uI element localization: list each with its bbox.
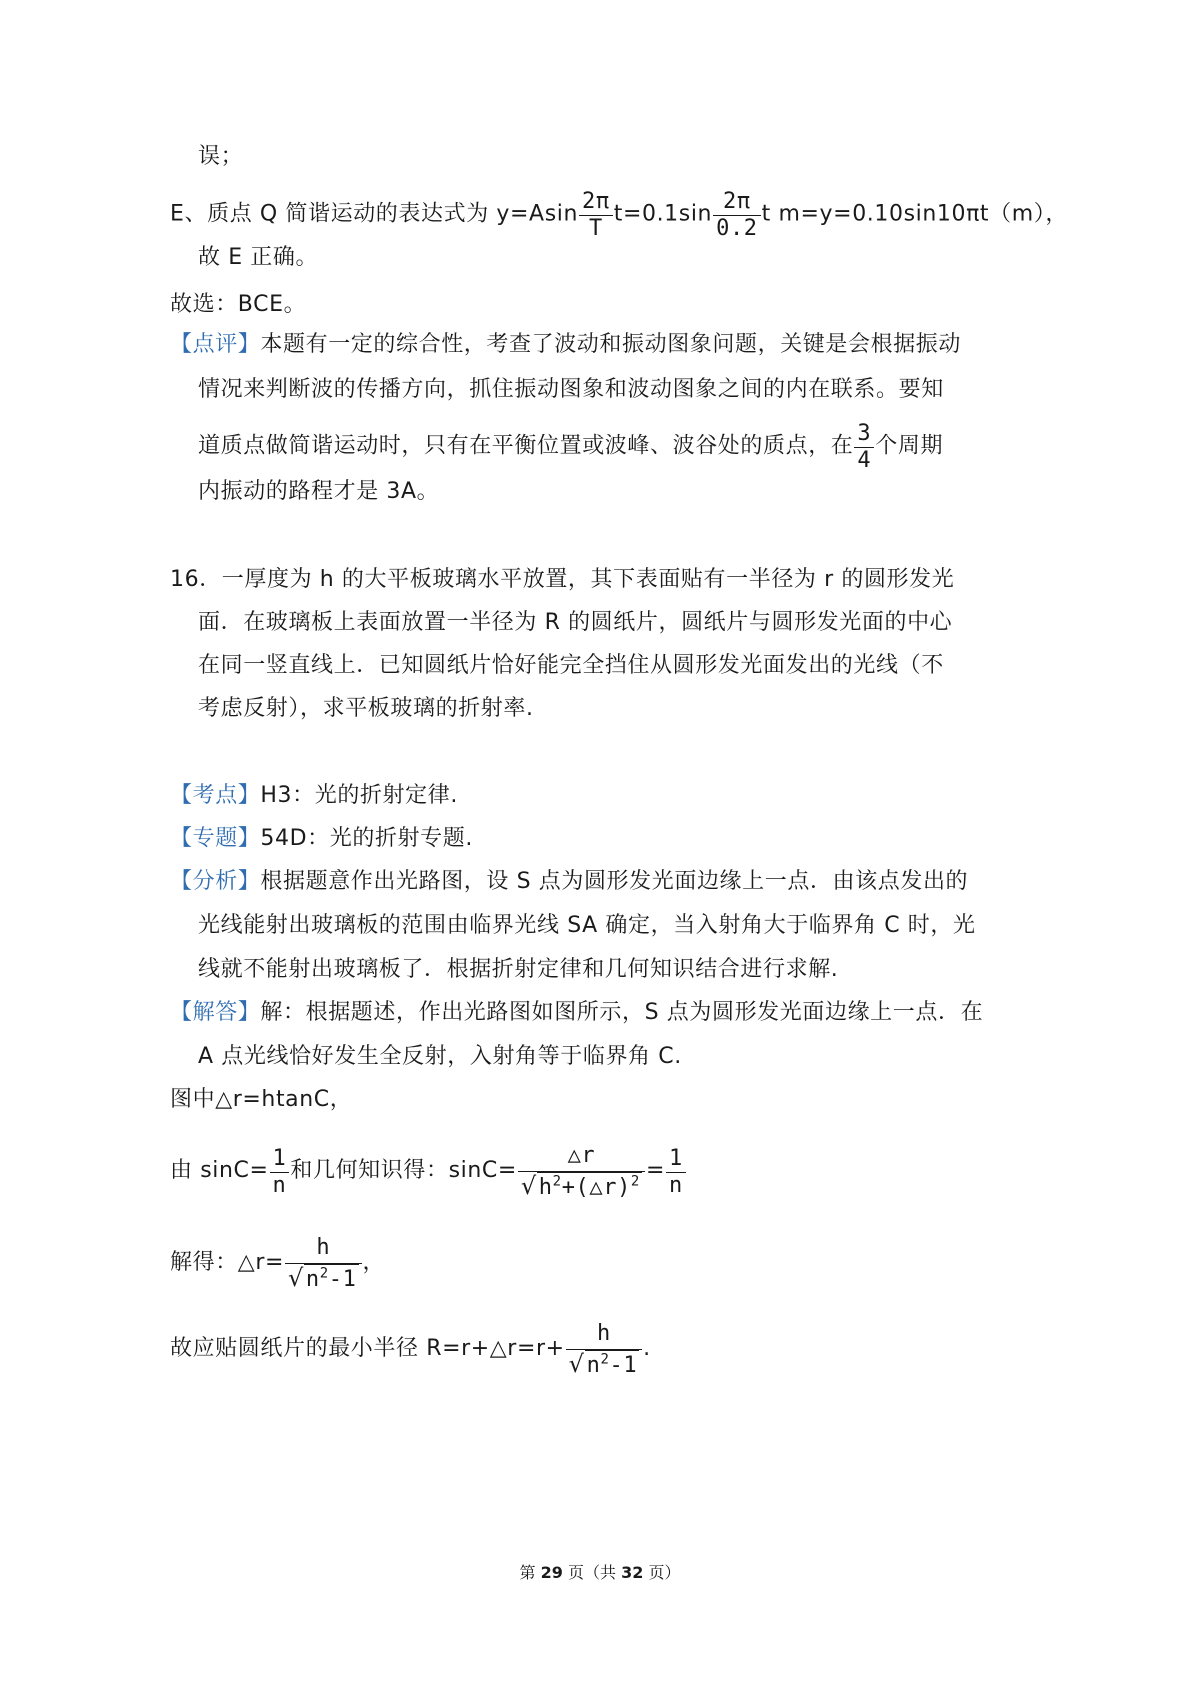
text-line: 在同一竖直线上．已知圆纸片恰好能完全挡住从圆形发光面发出的光线（不 (198, 653, 944, 678)
section-tag-dianping: 【点评】 (170, 332, 261, 357)
fraction-2pi-over-0.2 (713, 189, 761, 242)
exponent: 2 (319, 1265, 329, 1282)
section-tag-fenxi: 【分析】 (170, 869, 261, 894)
delta-r-result-line (170, 1232, 385, 1294)
fraction-numerator: △r (518, 1141, 645, 1172)
fraction-denominator: 4 (857, 448, 872, 473)
text-span: 和几何知识得：sinC= (290, 1158, 517, 1183)
text-line: A 点光线恰好发生全反射，入射角等于临界角 C. (198, 1044, 682, 1069)
text-line: 线就不能射出玻璃板了．根据折射定律和几何知识结合进行求解. (198, 957, 839, 982)
text-span: 由 sinC= (170, 1158, 269, 1183)
option-e-formula-line (170, 188, 1068, 241)
text-line: 光线能射出玻璃板的范围由临界光线 SA 确定，当入射角大于临界角 C 时，光 (198, 913, 976, 938)
text-line: 考虑反射），求平板玻璃的折射率. (198, 696, 534, 721)
radicand-n: n (586, 1353, 601, 1378)
exponent: 2 (630, 1173, 640, 1190)
fraction-1-over-n (666, 1146, 686, 1199)
text-span: 本题有一定的综合性，考查了波动和振动图象问题，关键是会根据振动 (260, 332, 962, 357)
fraction-numerator: 2π (579, 189, 613, 216)
fraction-denominator: n (272, 1172, 287, 1198)
comment-fraction-line (198, 420, 943, 473)
radicand-minus-one: -1 (328, 1267, 357, 1292)
text-line: 情况来判断波的传播方向，抓住振动图象和波动图象之间的内在联系。要知 (198, 377, 944, 402)
fraction-numerator: h (285, 1233, 362, 1264)
text-line: 误； (198, 144, 244, 169)
fenxi-line (170, 867, 968, 897)
text-span: 个周期 (875, 433, 944, 459)
comment-line (170, 330, 961, 360)
sqrt-radicand (304, 1264, 359, 1295)
text-line: 故 E 正确。 (198, 245, 319, 270)
text-span: H3：光的折射定律. (260, 783, 458, 808)
sqrt-radicand (585, 1350, 640, 1381)
page-footer (0, 1560, 1200, 1583)
fraction-denominator (285, 1264, 362, 1295)
fraction-denominator: n (669, 1172, 683, 1198)
fraction-h-over-sqrt (566, 1319, 643, 1381)
text-line: 故选：BCE。 (170, 292, 307, 317)
footer-text: 第 (519, 1563, 541, 1582)
text-line: 内振动的路程才是 3A。 (198, 479, 440, 504)
fraction-3-over-4 (854, 421, 874, 474)
fraction-numerator: 3 (854, 421, 874, 448)
footer-text: 页（共 (562, 1563, 622, 1582)
text-span: E、质点 Q 简谐运动的表达式为 y=Asin (170, 201, 579, 227)
fraction-numerator: 2π (713, 189, 761, 216)
radius-result-line (170, 1318, 651, 1380)
exponent: 2 (600, 1351, 610, 1368)
text-span: 解：根据题述，作出光路图如图所示，S 点为圆形发光面边缘上一点．在 (260, 1000, 984, 1025)
text-span: t m=y=0.10sin10πt（m）， (761, 201, 1068, 227)
jieda-line (170, 998, 983, 1028)
section-tag-jieda: 【解答】 (170, 1000, 261, 1025)
text-span: 道质点做简谐运动时，只有在平衡位置或波峰、波谷处的质点，在 (198, 433, 854, 459)
radicand-minus-one: -1 (609, 1353, 638, 1378)
fraction-numerator: 1 (270, 1146, 290, 1173)
footer-text: 页） (643, 1563, 681, 1582)
text-line: 面．在玻璃板上表面放置一半径为 R 的圆纸片，圆纸片与圆形发光面的中心 (198, 610, 953, 635)
text-span: . (643, 1336, 651, 1361)
text-span: ， (362, 1250, 386, 1275)
sqrt-sign: √ (568, 1350, 585, 1378)
section-tag-zhuanti: 【专题】 (170, 826, 261, 851)
fraction-delta-r-over-sqrt (518, 1141, 645, 1203)
text-span: t=0.1sin (613, 201, 713, 227)
kaodian-line (170, 781, 458, 811)
text-line: 图中△r=htanC， (170, 1087, 353, 1112)
fraction-h-over-sqrt (285, 1233, 362, 1295)
total-pages: 32 (621, 1563, 644, 1582)
radicand-delta-r: +(△r) (561, 1175, 631, 1200)
radicand-h: h (538, 1175, 553, 1200)
text-span: = (645, 1158, 665, 1183)
radicand-n: n (305, 1267, 320, 1292)
zhuanti-line (170, 824, 473, 854)
fraction-denominator (566, 1350, 643, 1381)
sqrt-sign: √ (520, 1172, 537, 1200)
question-16-line: 16．一厚度为 h 的大平板玻璃水平放置，其下表面贴有一半径为 r 的圆形发光 (170, 567, 955, 592)
sin-formula-line (170, 1140, 687, 1202)
fraction-denominator (518, 1172, 645, 1203)
sqrt-radicand (537, 1172, 642, 1203)
text-span: 解得：△r= (170, 1250, 284, 1275)
text-span: 根据题意作出光路图，设 S 点为圆形发光面边缘上一点．由该点发出的 (260, 869, 969, 894)
fraction-denominator: T (588, 216, 603, 241)
section-tag-kaodian: 【考点】 (170, 783, 261, 808)
text-span: 54D：光的折射专题. (260, 826, 473, 851)
page-number: 29 (540, 1563, 563, 1582)
fraction-2pi-over-T (579, 189, 613, 242)
text-span: 故应贴圆纸片的最小半径 R=r+△r=r+ (170, 1336, 565, 1361)
exponent: 2 (552, 1173, 562, 1190)
fraction-denominator: 0.2 (716, 216, 758, 241)
sqrt-sign: √ (288, 1264, 304, 1292)
fraction-numerator: 1 (666, 1146, 686, 1173)
fraction-numerator: h (566, 1319, 643, 1350)
fraction-1-over-n (270, 1146, 290, 1199)
